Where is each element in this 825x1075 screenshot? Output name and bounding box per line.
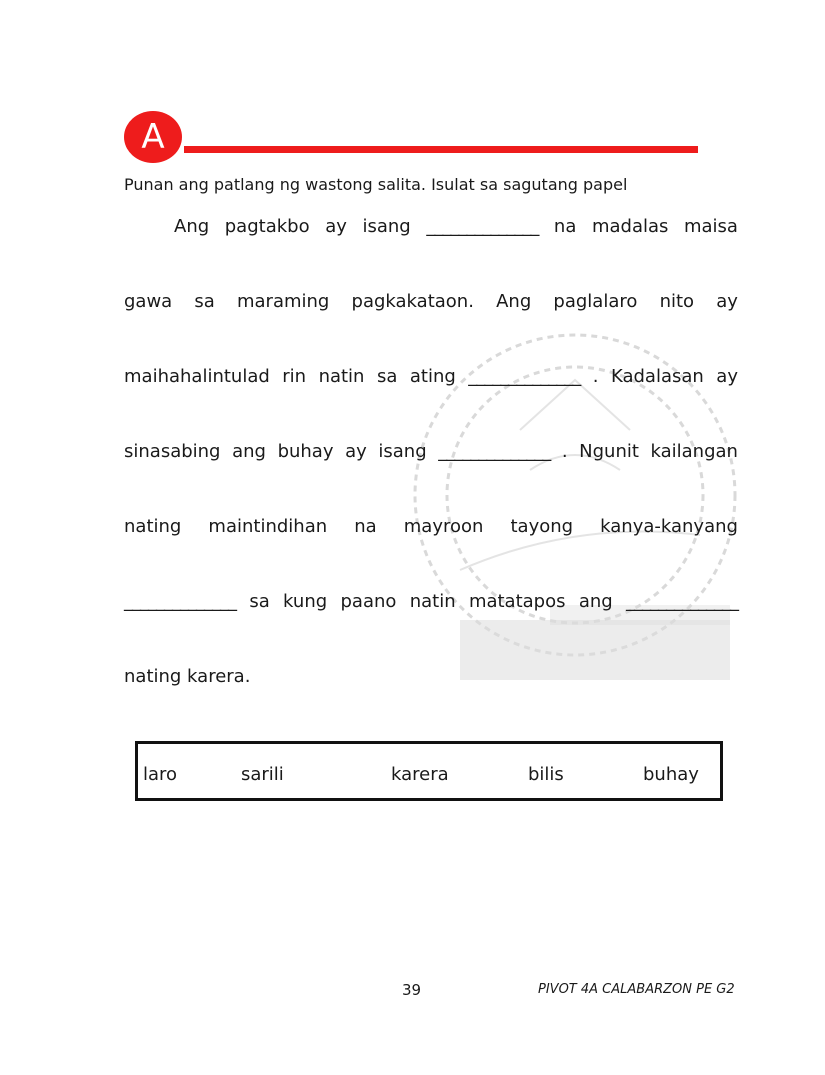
paragraph-word: maraming	[236, 291, 330, 312]
paragraph-line-6	[124, 589, 738, 615]
answer-blank: ______________	[626, 591, 738, 612]
paragraph-word: maisa	[683, 216, 738, 237]
paragraph-word: tayong	[510, 516, 574, 537]
answer-blank: ______________	[124, 591, 236, 612]
paragraph-word: ay	[716, 366, 738, 387]
answer-blank: ______________	[468, 366, 581, 387]
section-divider	[184, 146, 698, 153]
paragraph-word: natin	[318, 366, 365, 387]
paragraph-line-2	[124, 289, 738, 315]
paragraph-word: kanya-kanyang	[600, 516, 738, 537]
paragraph-word: isang	[362, 216, 411, 237]
paragraph-word: .	[592, 366, 599, 387]
paragraph-word: na	[553, 216, 577, 237]
paragraph-word: sa	[376, 366, 398, 387]
paragraph-word: pagtakbo	[224, 216, 310, 237]
paragraph-word: kung	[283, 591, 328, 612]
paragraph-word: nito	[659, 291, 695, 312]
paragraph-word: ay	[716, 291, 738, 312]
paragraph-word: rin	[282, 366, 307, 387]
paragraph-word: ay	[345, 441, 367, 462]
paragraph-word: pagkakataon.	[351, 291, 474, 312]
footer-label: PIVOT 4A CALABARZON PE G2	[538, 982, 735, 997]
paragraph-word: kailangan	[650, 441, 738, 462]
paragraph-word: sa	[249, 591, 270, 612]
paragraph-word: maihahalintulad	[124, 366, 270, 387]
paragraph-word: sa	[194, 291, 215, 312]
paragraph-word: na	[354, 516, 377, 537]
paragraph-word: ang	[578, 591, 613, 612]
word-bank-box	[135, 741, 723, 801]
word-bank-item: bilis	[528, 764, 564, 785]
paragraph-word: madalas	[591, 216, 669, 237]
paragraph-line-1	[174, 214, 738, 240]
paragraph-word: .	[561, 441, 568, 462]
answer-blank: ______________	[426, 216, 539, 237]
word-bank-item: karera	[391, 764, 449, 785]
paragraph-word: ang	[232, 441, 266, 462]
word-bank-item: sarili	[241, 764, 284, 785]
paragraph-word: natin	[409, 591, 456, 612]
paragraph-word: nating	[124, 516, 182, 537]
word-bank-item: laro	[143, 764, 178, 785]
paragraph-line-5	[124, 514, 738, 540]
answer-blank: ______________	[438, 441, 551, 462]
word-bank-item: buhay	[643, 764, 699, 785]
paragraph-line-7	[124, 664, 738, 690]
paragraph-word: matatapos	[468, 591, 566, 612]
paragraph-word: buhay	[277, 441, 334, 462]
paragraph-word: mayroon	[403, 516, 484, 537]
paragraph-word: Ang	[496, 291, 532, 312]
paragraph-word: gawa	[124, 291, 173, 312]
instruction-text: Punan ang patlang ng wastong salita. Isulat sa sagutang papel	[124, 175, 628, 194]
paragraph-word: paano	[340, 591, 397, 612]
paragraph-word: Ang	[174, 216, 210, 237]
paragraph-word: ating	[409, 366, 456, 387]
paragraph-word: ay	[325, 216, 347, 237]
paragraph-word: paglalaro	[553, 291, 638, 312]
paragraph-word: isang	[378, 441, 427, 462]
section-letter-badge: A	[124, 111, 182, 163]
paragraph-word: Kadalasan	[610, 366, 704, 387]
paragraph-word: nating karera.	[124, 666, 251, 687]
paragraph-word: maintindihan	[208, 516, 328, 537]
paragraph-line-3	[124, 364, 738, 390]
paragraph-line-4	[124, 439, 738, 465]
paragraph-word: sinasabing	[124, 441, 221, 462]
page-number: 39	[402, 981, 422, 999]
paragraph-word: Ngunit	[579, 441, 639, 462]
